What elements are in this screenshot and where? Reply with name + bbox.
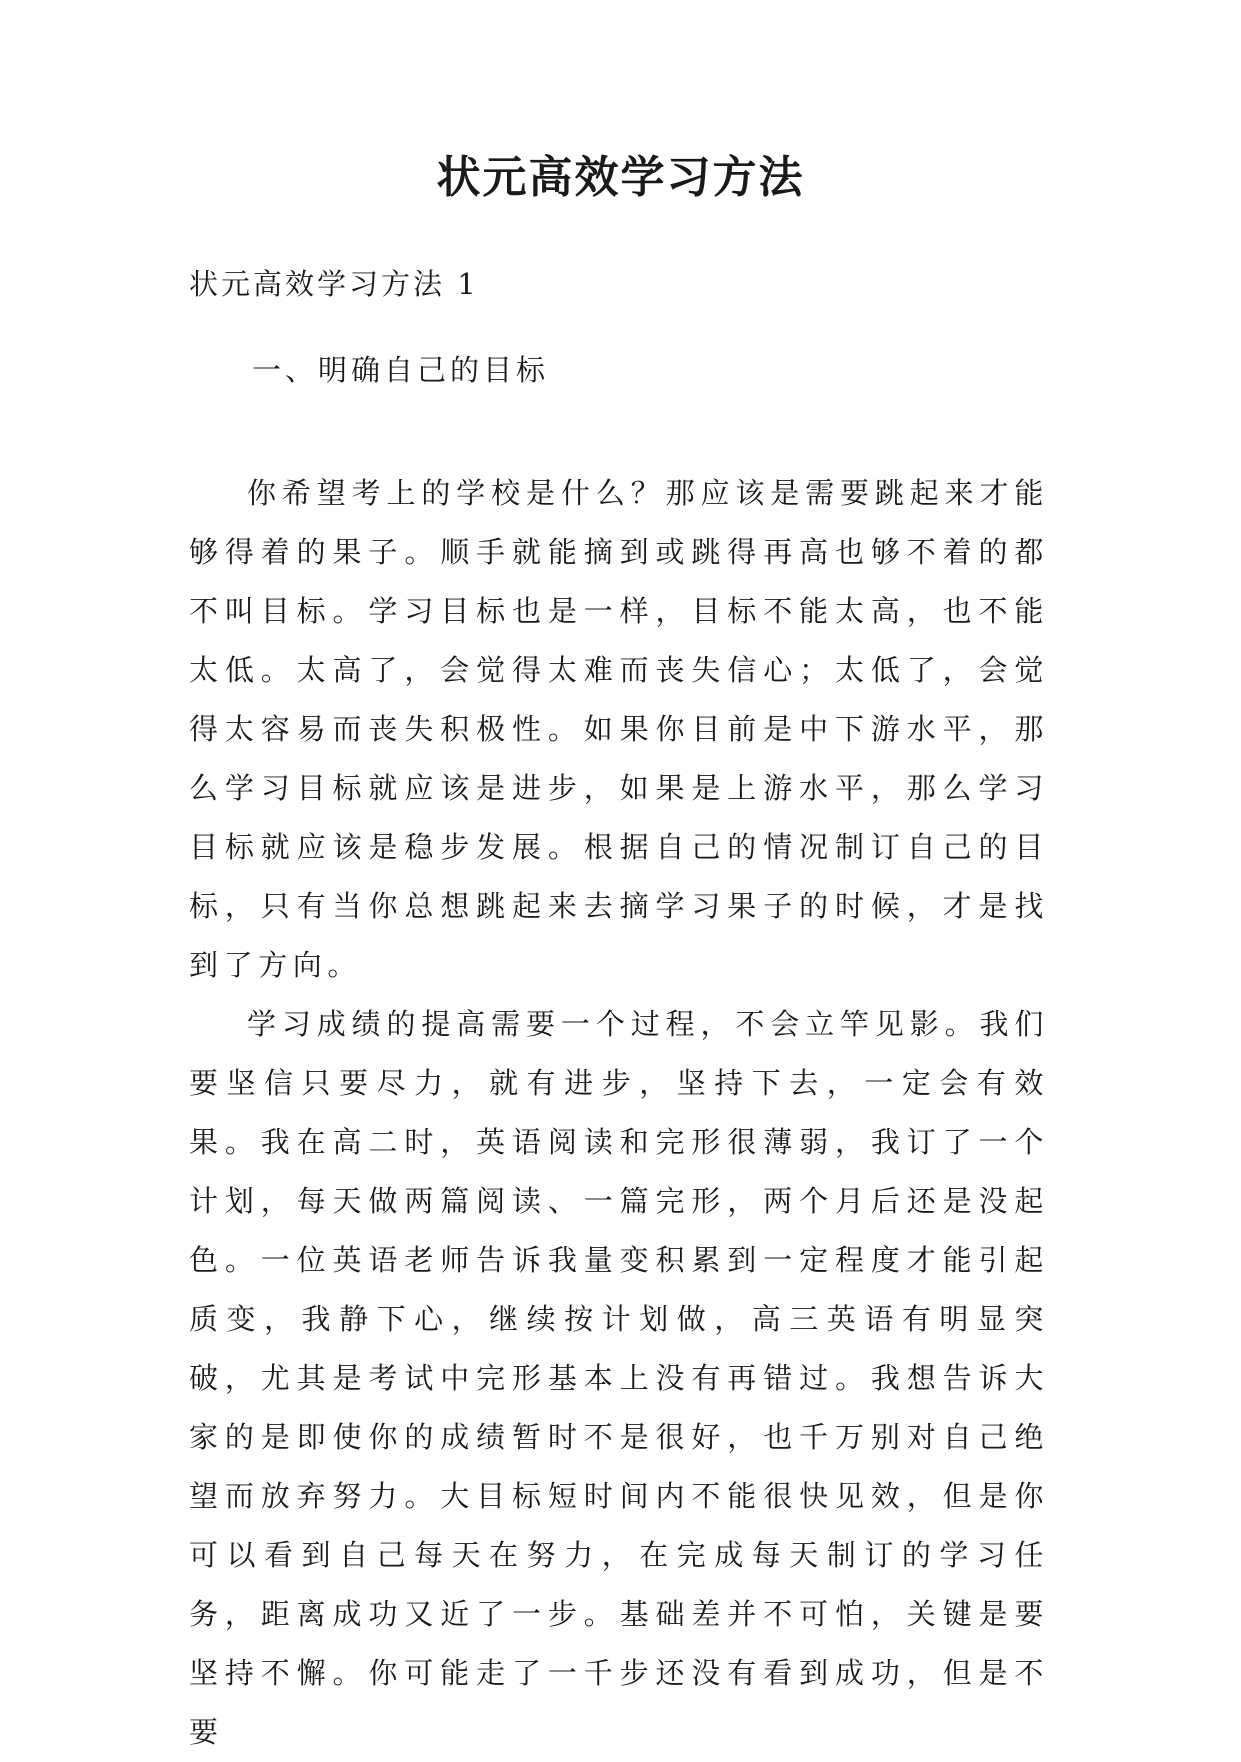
document-title: 状元高效学习方法 bbox=[436, 152, 805, 203]
body-text bbox=[189, 464, 1049, 1762]
paragraph: 学习成绩的提高需要一个过程，不会立竿见影。我们要坚信只要尽力，就有进步，坚持下去，一定会有效果。我在高二时，英语阅读和完形很薄弱，我订了一个计划，每天做两篇阅读、一篇完形，两个月后还是没起色。一位英语老师告诉我量变积累到一定程度才能引起质变，我静下心，继续按计划做，高三英语有明显突破，尤其是考试中完形基本上没有再错过。我想告诉大家的是即使你的成绩暂时不是很好，也千万别对自己绝望而放弃努力。大目标短时间内不能很快见效，但是你可以看到自己每天在努力，在完成每天制订的学习任务，距离成功又近了一步。基础差并不可怕，关键是要坚持不懈。你可能走了一千步还没有看到成功，但是不要 bbox=[189, 1007, 1049, 1749]
subheading-goal: 一、明确自己的目标 bbox=[252, 353, 550, 387]
paragraph: 你希望考上的学校是什么？那应该是需要跳起来才能够得着的果子。顺手就能摘到或跳得再高也够不着的都不叫目标。学习目标也是一样，目标不能太高，也不能太低。太高了，会觉得太难而丧失信心；太低了，会觉得太容易而丧失积极性。如果你目前是中下游水平，那么学习目标就应该是进步，如果是上游水平，那么学习目标就应该是稳步发展。根据自己的情况制订自己的目标，只有当你总想跳起来去摘学习果子的时候，才是找到了方向。 bbox=[189, 476, 1049, 982]
section-heading: 状元高效学习方法 1 bbox=[189, 267, 479, 301]
